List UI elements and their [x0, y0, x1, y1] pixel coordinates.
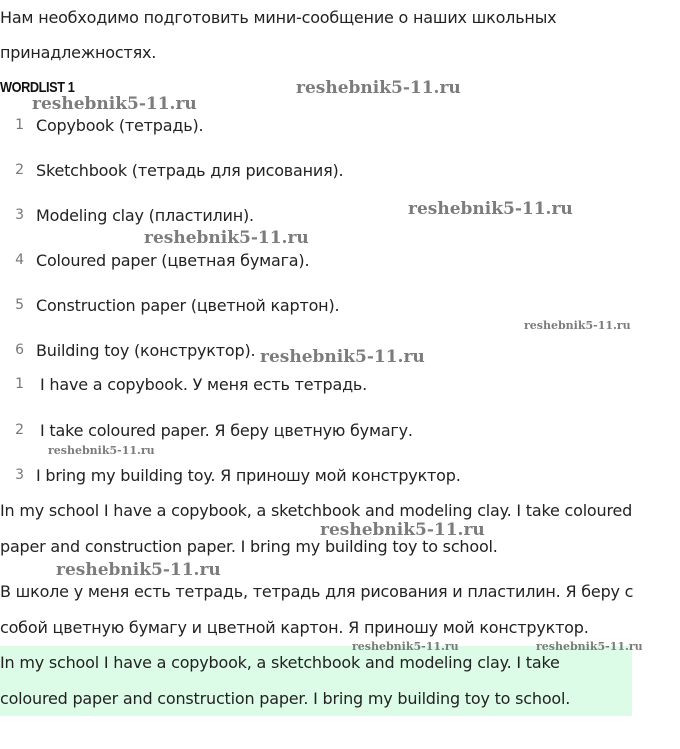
watermark: reshebnik5-11.ru — [144, 228, 309, 248]
intro-line-1: Нам необходимо подготовить мини-сообщение о наших школьных — [0, 8, 557, 27]
highlight-line-2: coloured paper and construction paper. I bring my building toy to school. — [0, 689, 571, 708]
watermark: reshebnik5-11.ru — [536, 640, 643, 653]
list-number: 3 — [15, 207, 24, 223]
list-item: Copybook (тетрадь). — [36, 116, 204, 135]
list-item: Construction paper (цветной картон). — [36, 296, 340, 315]
watermark: reshebnik5-11.ru — [296, 78, 461, 98]
list-item: I take coloured paper. Я беру цветную бумагу. — [40, 421, 413, 440]
list-item: I have a copybook. У меня есть тетрадь. — [40, 375, 368, 394]
list-number: 1 — [15, 376, 24, 392]
list-item: Sketchbook (тетрадь для рисования). — [36, 161, 344, 180]
watermark: reshebnik5-11.ru — [320, 520, 485, 540]
intro-line-2: принадлежностях. — [0, 43, 157, 62]
watermark: reshebnik5-11.ru — [524, 319, 631, 332]
watermark: reshebnik5-11.ru — [352, 640, 459, 653]
list-number: 6 — [15, 342, 24, 358]
list-number: 4 — [15, 252, 24, 268]
watermark: reshebnik5-11.ru — [32, 94, 197, 114]
paragraph-ru-line-1: В школе у меня есть тетрадь, тетрадь для рисования и пластилин. Я беру с — [0, 582, 634, 601]
list-item: Building toy (конструктор). — [36, 341, 256, 360]
list-item: I bring my building toy. Я приношу мой конструктор. — [36, 466, 461, 485]
list-item: Coloured paper (цветная бумага). — [36, 251, 310, 270]
watermark: reshebnik5-11.ru — [48, 444, 155, 457]
list-item: Modeling clay (пластилин). — [36, 206, 254, 225]
watermark: reshebnik5-11.ru — [260, 347, 425, 367]
list-number: 3 — [15, 467, 24, 483]
paragraph-en-line-1: In my school I have a copybook, a sketchbook and modeling clay. I take coloured — [0, 501, 633, 520]
paragraph-ru-line-2: собой цветную бумагу и цветной картон. Я приношу мой конструктор. — [0, 618, 589, 637]
list-number: 2 — [15, 162, 24, 178]
wordlist-heading: WORDLIST 1 — [0, 79, 75, 96]
list-number: 2 — [15, 422, 24, 438]
watermark: reshebnik5-11.ru — [408, 199, 573, 219]
watermark: reshebnik5-11.ru — [56, 560, 221, 580]
highlight-line-1: In my school I have a copybook, a sketchbook and modeling clay. I take — [0, 653, 560, 672]
paragraph-en-line-2: paper and construction paper. I bring my building toy to school. — [0, 537, 498, 556]
list-number: 1 — [15, 117, 24, 133]
list-number: 5 — [15, 297, 24, 313]
